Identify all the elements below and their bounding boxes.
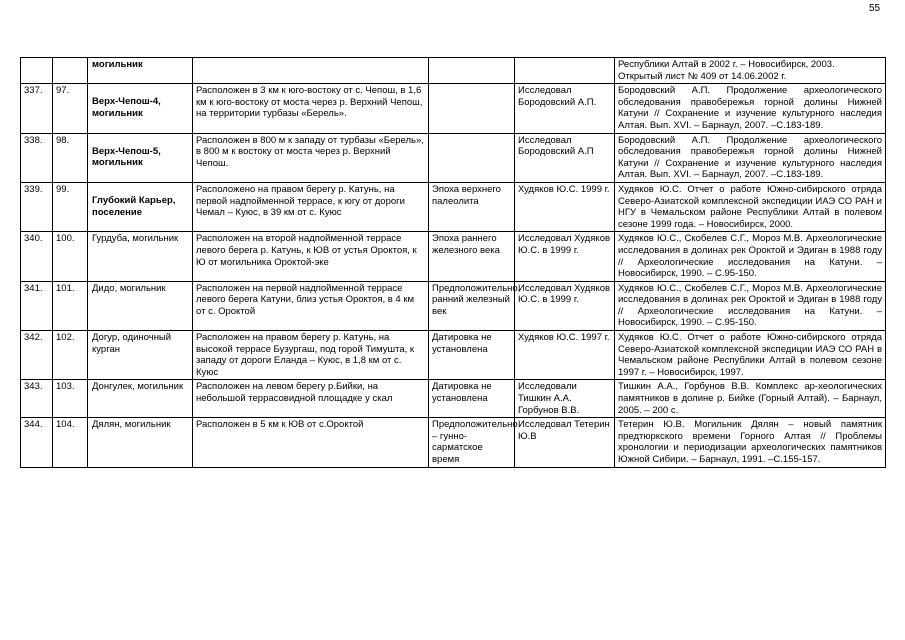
dating-cell: Эпоха раннего железного века <box>429 232 515 281</box>
dating-cell <box>429 84 515 133</box>
monument-name-cell: Дидо, могильник <box>88 281 193 330</box>
location-cell: Расположен на первой надпойменной террасе левого берега Катуни, близ устья Ороктоя, в 4 км от с. Ороктой <box>193 281 429 330</box>
row-index-cell: 98. <box>53 133 88 182</box>
dating-cell: Датировка не установлена <box>429 331 515 380</box>
researcher-cell: Исследовал Худяков Ю.С. в 1999 г. <box>515 232 615 281</box>
researcher-cell: Исследовали Тишкин А.А. Горбунов В.В. <box>515 380 615 418</box>
table-row <box>21 182 886 231</box>
row-number-cell <box>21 58 53 84</box>
literature-cell: Тишкин А.А., Горбунов В.В. Комплекс ар-хеологических памятников в долине р. Бийке (Горный Алтай). – Барнаул, 2005. – 200 с. <box>615 380 886 418</box>
monument-name-cell: Верх-Чепош-5, могильник <box>88 133 193 182</box>
dating-cell: Предположительно – гунно-сарматское время <box>429 418 515 467</box>
row-index-cell: 97. <box>53 84 88 133</box>
row-number-cell: 338. <box>21 133 53 182</box>
location-cell: Расположен на левом берегу р.Бийки, на небольшой террасовидной площадке у скал <box>193 380 429 418</box>
table-row <box>21 331 886 380</box>
literature-cell: Худяков Ю.С. Отчет о работе Южно-сибирского отряда Северо-Азиатской комплексной экспедиции ИАЭ СО РАН в Чемальском районе Республики Алтай в полевом сезоне 1997 г. – Новосибирск, 1997. <box>615 331 886 380</box>
table-row <box>21 232 886 281</box>
researcher-cell <box>515 58 615 84</box>
row-number-cell: 337. <box>21 84 53 133</box>
row-index-cell: 104. <box>53 418 88 467</box>
literature-cell: Худяков Ю.С., Скобелев С.Г., Мороз М.В. Археологические исследования в долинах рек Ороктой и Эдиган в 1988 году // Археологические исследования на Катуни. – Новосибирск, 1990. – С.95-150. <box>615 232 886 281</box>
monument-name-cell: могильник <box>88 58 193 84</box>
monument-name-cell: Глубокий Карьер, поселение <box>88 182 193 231</box>
researcher-cell: Худяков Ю.С. 1999 г. <box>515 182 615 231</box>
literature-cell: Бородовский А.П. Продолжение археологического обследования правобережья горной долины Нижней Катуни // Сохранение и изучение культурного наследия Алтая. Вып. XVI. – Барнаул, 2007. –С.183-189. <box>615 133 886 182</box>
dating-cell: Эпоха верхнего палеолита <box>429 182 515 231</box>
row-number-cell: 344. <box>21 418 53 467</box>
literature-cell: Бородовский А.П. Продолжение археологического обследования правобережья горной долины Нижней Катуни // Сохранение и изучение культурного наследия Алтая. Вып. XVI. – Барнаул, 2007. –С.183-189. <box>615 84 886 133</box>
literature-cell: Худяков Ю.С. Отчет о работе Южно-сибирского отряда Северо-Азиатской комплексной экспедиции ИАЭ СО РАН и НГУ в Чемальском районе Республики Алтай в полевом сезоне 1999 года. – Новосибирск, 2000. <box>615 182 886 231</box>
dating-cell: Предположительно, ранний железный век <box>429 281 515 330</box>
page-number: 55 <box>869 3 881 14</box>
location-cell: Расположен в 3 км к юго-востоку от с. Чепош, в 1,6 км к юго-востоку от моста через р. Верхний Чепош, на территории турбазы «Берель». <box>193 84 429 133</box>
literature-cell: Республики Алтай в 2002 г. – Новосибирск, 2003. Открытый лист № 409 от 14.06.2002 г. <box>615 58 886 84</box>
row-index-cell: 100. <box>53 232 88 281</box>
location-cell <box>193 58 429 84</box>
location-cell: Расположен на второй надпойменной террасе левого берега р. Катунь, к ЮВ от устья Ороктоя, к Ю от могильника Ороктой-эке <box>193 232 429 281</box>
monument-name-cell: Гурдуба, могильник <box>88 232 193 281</box>
row-index-cell: 101. <box>53 281 88 330</box>
row-number-cell: 339. <box>21 182 53 231</box>
table-row <box>21 133 886 182</box>
monument-name-cell: Догур, одиночный курган <box>88 331 193 380</box>
researcher-cell: Исследовал Бородовский А.П <box>515 133 615 182</box>
monument-name-cell: Верх-Чепош-4, могильник <box>88 84 193 133</box>
monuments-table <box>20 57 886 468</box>
researcher-cell: Исследовал Худяков Ю.С. в 1999 г. <box>515 281 615 330</box>
location-cell: Расположен в 5 км к ЮВ от с.Ороктой <box>193 418 429 467</box>
row-number-cell: 341. <box>21 281 53 330</box>
table-row <box>21 58 886 84</box>
dating-cell <box>429 58 515 84</box>
table-body <box>21 58 886 468</box>
dating-cell <box>429 133 515 182</box>
literature-cell: Худяков Ю.С., Скобелев С.Г., Мороз М.В. Археологические исследования в долинах рек Ороктой и Эдиган в 1988 году // Археологические исследования на Катуни. – Новосибирск, 1990. – С.95-150. <box>615 281 886 330</box>
dating-cell: Датировка не установлена <box>429 380 515 418</box>
row-number-cell: 343. <box>21 380 53 418</box>
location-cell: Расположен в 800 м к западу от турбазы «Берель», в 800 м к востоку от моста через р. Верхний Чепош. <box>193 133 429 182</box>
row-index-cell: 102. <box>53 331 88 380</box>
table-row <box>21 418 886 467</box>
row-index-cell: 103. <box>53 380 88 418</box>
table-row <box>21 380 886 418</box>
row-index-cell <box>53 58 88 84</box>
location-cell: Расположен на правом берегу р. Катунь, на высокой террасе Бузургаш, под горой Тимушта, к западу от дороги Еланда – Куюс, в 1,8 км от с. Куюс <box>193 331 429 380</box>
table-row <box>21 84 886 133</box>
researcher-cell: Исследовал Тетерин Ю.В <box>515 418 615 467</box>
researcher-cell: Исследовал Бородовский А.П. <box>515 84 615 133</box>
location-cell: Расположено на правом берегу р. Катунь, на первой надпойменной террасе, к югу от дороги Чемал – Куюс, в 39 км от с. Куюс <box>193 182 429 231</box>
row-number-cell: 342. <box>21 331 53 380</box>
monument-name-cell: Донгулек, могильник <box>88 380 193 418</box>
researcher-cell: Худяков Ю.С. 1997 г. <box>515 331 615 380</box>
table-row <box>21 281 886 330</box>
row-index-cell: 99. <box>53 182 88 231</box>
row-number-cell: 340. <box>21 232 53 281</box>
literature-cell: Тетерин Ю.В. Могильник Дялян – новый памятник предтюркского времени Горного Алтая // Проблемы хронологии и периодизации археологических памятников Южной Сибири. – Барнаул, 1991. –С.155-157. <box>615 418 886 467</box>
monument-name-cell: Дялян, могильник <box>88 418 193 467</box>
